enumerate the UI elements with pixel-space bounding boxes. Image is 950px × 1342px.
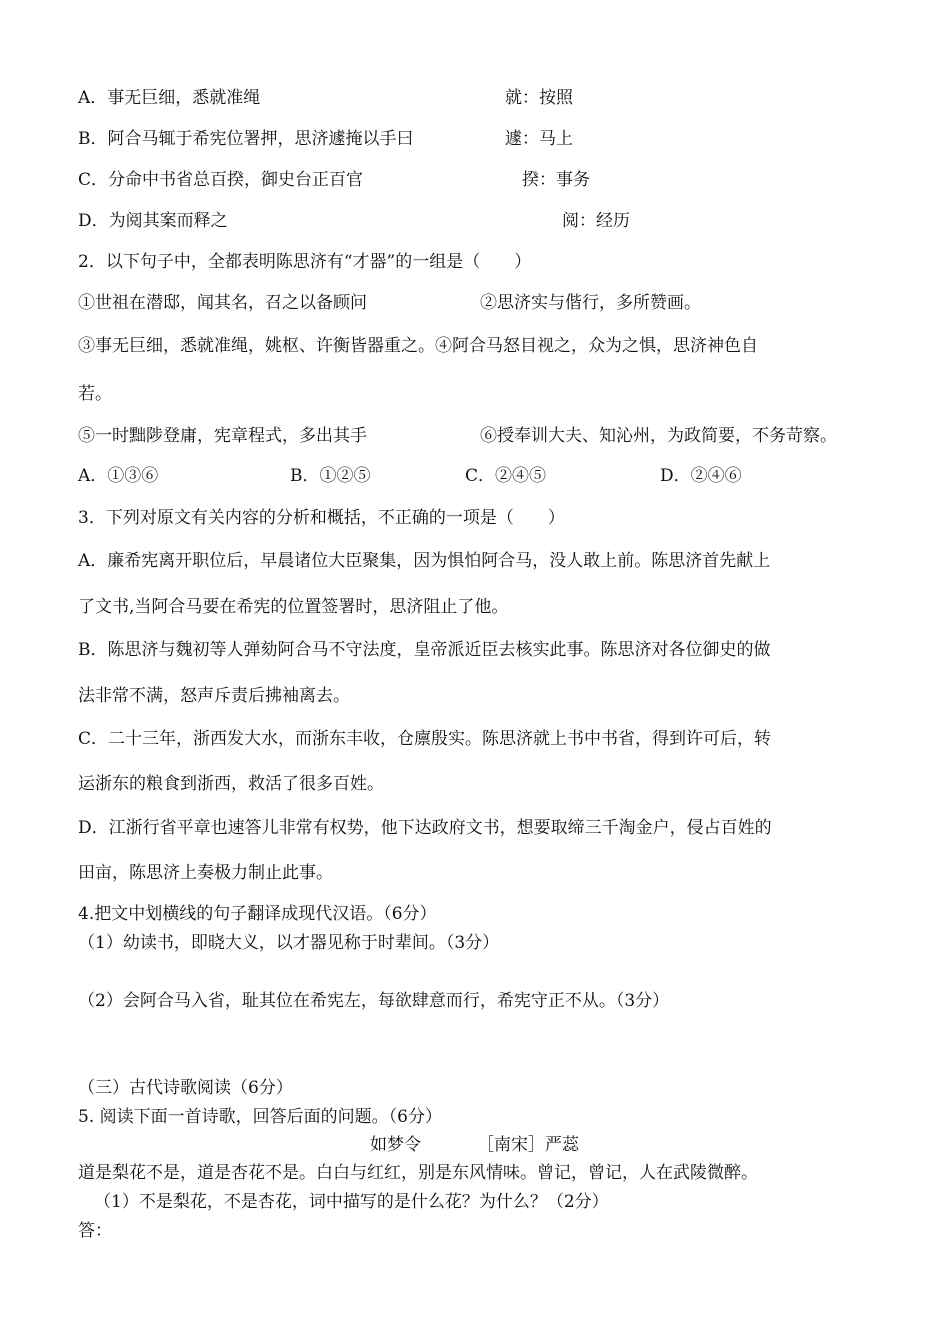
q3-option-c-line2: 运浙东的粮食到浙西，救活了很多百姓。 [78,774,384,794]
q1-option-c: C．分命中书省总百揆，御史台正百官 [78,170,364,190]
q5-stem: 5. 阅读下面一首诗歌，回答后面的问题。（6分） [78,1107,442,1127]
q2-option-d: D．②④⑥ [660,466,742,486]
q5-sub-question-1: （1）不是梨花，不是杏花，词中描写的是什么花？为什么？（2分） [94,1192,609,1212]
q3-option-a-line1: A．廉希宪离开职位后，早晨诸位大臣聚集，因为惧怕阿合马，没人敢上前。陈思济首先献上 [78,551,771,571]
q2-item-4-cont: 若。 [78,384,112,404]
q2-item-5: ⑤一时黜陟登庸，宪章程式，多出其手 [78,426,367,446]
q2-option-c: C．②④⑤ [465,466,547,486]
q2-item-2: ②思济实与偕行，多所赞画。 [480,293,701,313]
q3-option-c-line1: C．二十三年，浙西发大水，而浙东丰收，仓廪殷实。陈思济就上书中书省，得到许可后，转 [78,729,772,749]
q2-option-b: B．①②⑤ [290,466,371,486]
poem-author: ［南宋］严蕊 [477,1135,579,1155]
q1-option-d: D．为阅其案而释之 [78,211,228,231]
q1-option-a: A．事无巨细，悉就准绳 [78,88,261,108]
q4-sentence-2: （2）会阿合马入省，耻其位在希宪左，每欲肆意而行，希宪守正不从。（3分） [78,991,670,1011]
q1-option-b-gloss: 遽：马上 [505,129,573,149]
q2-item-3-4: ③事无巨细，悉就准绳，姚枢、许衡皆器重之。④阿合马怒目视之，众为之惧，思济神色自 [78,336,758,356]
q2-item-6: ⑥授奉训大夫、知沁州，为政简要，不务苛察。 [480,426,837,446]
q4-sentence-1: （1）幼读书，即晓大义，以才器见称于时辈间。（3分） [78,933,500,953]
q2-stem: 2．以下句子中，全都表明陈思济有“才器”的一组是（ ） [78,252,532,272]
answer-label: 答： [78,1221,112,1241]
q1-option-a-gloss: 就：按照 [505,88,573,108]
poem-text: 道是梨花不是，道是杏花不是。白白与红红，别是东风情味。曾记，曾记，人在武陵微醉。 [78,1163,758,1183]
q4-stem: 4.把文中划横线的句子翻译成现代汉语。（6分） [78,904,437,924]
poem-title: 如梦令 [370,1135,421,1155]
q3-option-d-line1: D．江浙行省平章也速答儿非常有权势，他下达政府文书，想要取缔三千淘金户，侵占百姓的 [78,818,772,838]
q3-option-b-line1: B．陈思济与魏初等人弹劾阿合马不守法度，皇帝派近臣去核实此事。陈思济对各位御史的做 [78,640,771,660]
q1-option-b: B．阿合马辄于希宪位署押，思济遽掩以手曰 [78,129,414,149]
q3-option-b-line2: 法非常不满，怒声斥责后拂袖离去。 [78,686,350,706]
q3-option-a-line2: 了文书,当阿合马要在希宪的位置签署时，思济阻止了他。 [78,597,509,617]
q2-item-1: ①世祖在潜邸，闻其名，召之以备顾问 [78,293,367,313]
q1-option-d-gloss: 阅：经历 [562,211,630,231]
q1-option-c-gloss: 揆：事务 [522,170,590,190]
q3-option-d-line2: 田亩，陈思济上奏极力制止此事。 [78,863,333,883]
section3-heading: （三）古代诗歌阅读（6分） [78,1078,293,1098]
q3-stem: 3．下列对原文有关内容的分析和概括，不正确的一项是（ ） [78,508,565,528]
q2-option-a: A．①③⑥ [78,466,159,486]
